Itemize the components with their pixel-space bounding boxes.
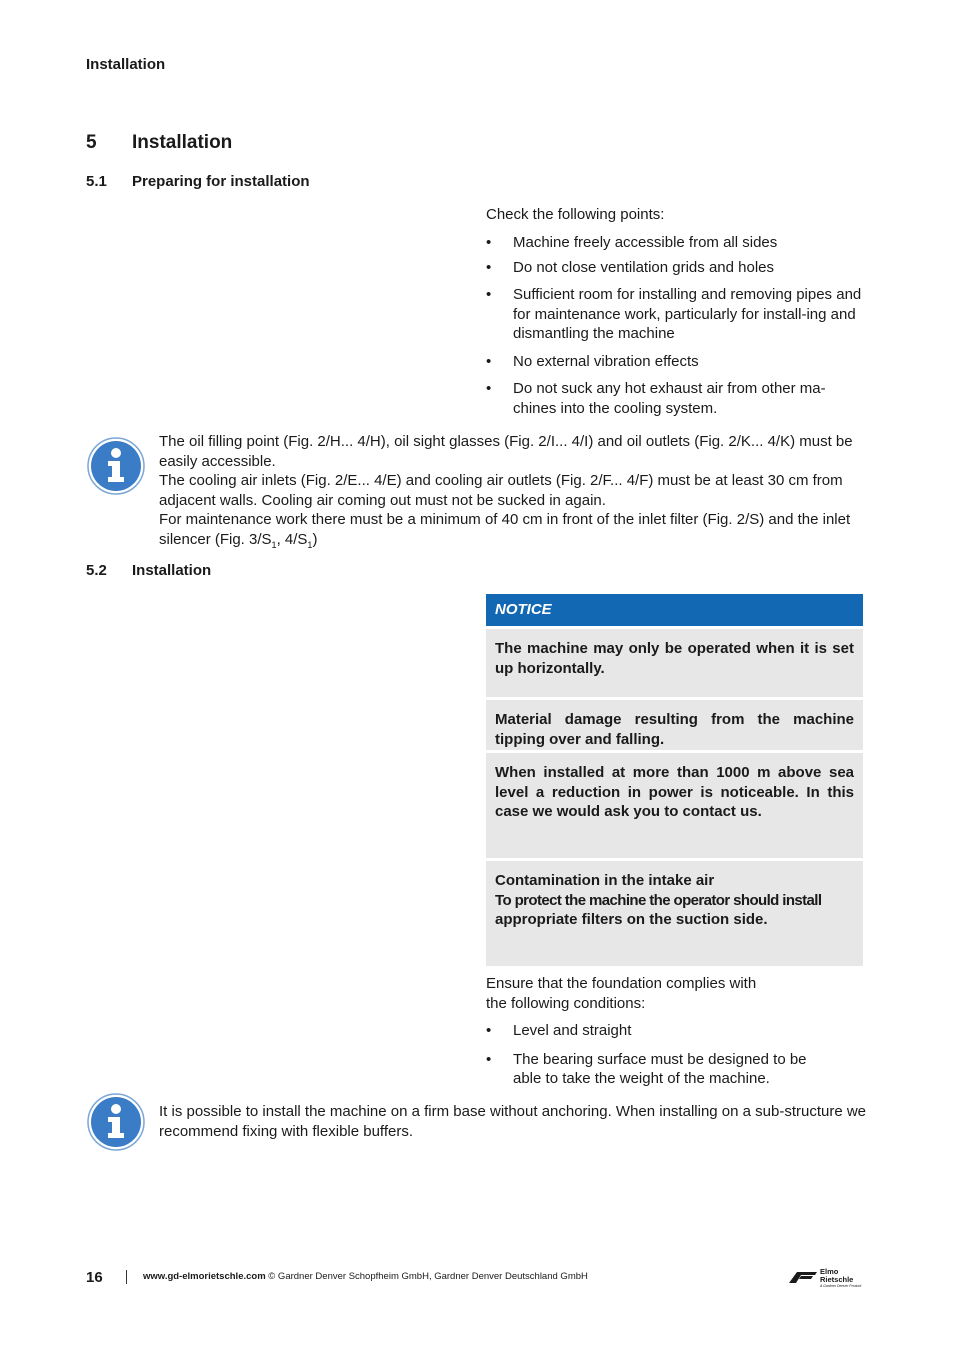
elmo-rietschle-logo: [788, 1268, 864, 1290]
footer-url[interactable]: www.gd-elmorietschle.com: [143, 1271, 266, 1282]
info-note-line: The oil filling point (Fig. 2/H... 4/H), oil sight glasses (Fig. 2/I... 4/I) and oil outlets (Fig. 2/K... 4/K) must be easily accessible.: [159, 433, 853, 470]
subsection-heading-5-1: [86, 172, 310, 192]
info-icon: [87, 437, 145, 495]
foundation-intro: Ensure that the foundation complies with the following conditions:: [486, 975, 757, 1012]
foundation-list: [486, 1021, 864, 1089]
page-number: 16: [86, 1269, 103, 1286]
footer-copyright: © Gardner Denver Schopfheim GmbH, Gardner Denver Deutschland GmbH: [268, 1271, 588, 1282]
notice-heading: NOTICE: [486, 594, 863, 626]
checklist-item: • Do not suck any hot exhaust air from other ma-chines into the cooling system.: [486, 379, 864, 418]
page-footer: [86, 1268, 864, 1290]
subsection-title: Installation: [132, 562, 212, 579]
subsection-number: 5.1: [86, 173, 107, 190]
checklist-item: • Do not close ventilation grids and holes: [486, 258, 864, 278]
logo-swoosh-icon: [788, 1270, 818, 1284]
notice-box: [486, 861, 863, 966]
footer-text: [143, 1271, 588, 1283]
section-number: 5: [86, 132, 97, 153]
notice-box-text: To protect the machine the operator should install: [495, 891, 822, 909]
checklist-item: • No external vibration effects: [486, 352, 864, 372]
info-note-line: For maintenance work there must be a minimum of 40 cm in front of the inlet filter (Fig. 2/S) and the inlet silencer (Fig. $3/S_1$, $4/S_1$): [159, 511, 851, 550]
notice-box: When installed at more than 1000 m above sea level a reduction in power is noticeable. In this case we would ask you to contact us.: [486, 753, 863, 858]
subsection-number: 5.2: [86, 562, 107, 579]
subsection-heading-5-2: [86, 561, 211, 581]
running-head: Installation: [86, 56, 166, 73]
footer-separator: [126, 1270, 127, 1284]
notice-panel: [486, 594, 863, 966]
checklist-item: • Sufficient room for installing and removing pipes and for maintenance work, particularly for install-ing and dismantling the machine: [486, 285, 864, 344]
checklist: [486, 233, 864, 418]
checklist-intro: Check the following points:: [486, 206, 665, 223]
info-icon: [87, 1093, 145, 1151]
info-note-access: [159, 432, 869, 555]
notice-box-title: Contamination in the intake air: [495, 872, 715, 889]
logo-subtitle: A Gardner Denver Product: [820, 1284, 862, 1288]
notice-box: Material damage resulting from the machine tipping over and falling.: [486, 700, 863, 750]
notice-box-text: appropriate filters on the suction side.: [495, 911, 768, 928]
logo-text: Elmo Rietschle: [820, 1267, 854, 1284]
notice-box: The machine may only be operated when it is set up horizontally.: [486, 629, 863, 697]
section-heading: [86, 131, 232, 155]
section-title: Installation: [132, 132, 233, 153]
info-note-mounting: It is possible to install the machine on a firm base without anchoring. When installing on a sub-structure we recommend fixing with flexible buffers.: [159, 1103, 867, 1140]
foundation-item: • The bearing surface must be designed to be able to take the weight of the machine.: [486, 1050, 864, 1089]
info-note-line: The cooling air inlets (Fig. 2/E... 4/E) and cooling air outlets (Fig. 2/F... 4/F) must be at least 30 cm from adjacent walls. Cooling air coming out must not be sucked in again.: [159, 472, 843, 509]
checklist-item: • Machine freely accessible from all sides: [486, 233, 864, 253]
foundation-item: • Level and straight: [486, 1021, 864, 1041]
subsection-title: Preparing for installation: [132, 173, 310, 190]
